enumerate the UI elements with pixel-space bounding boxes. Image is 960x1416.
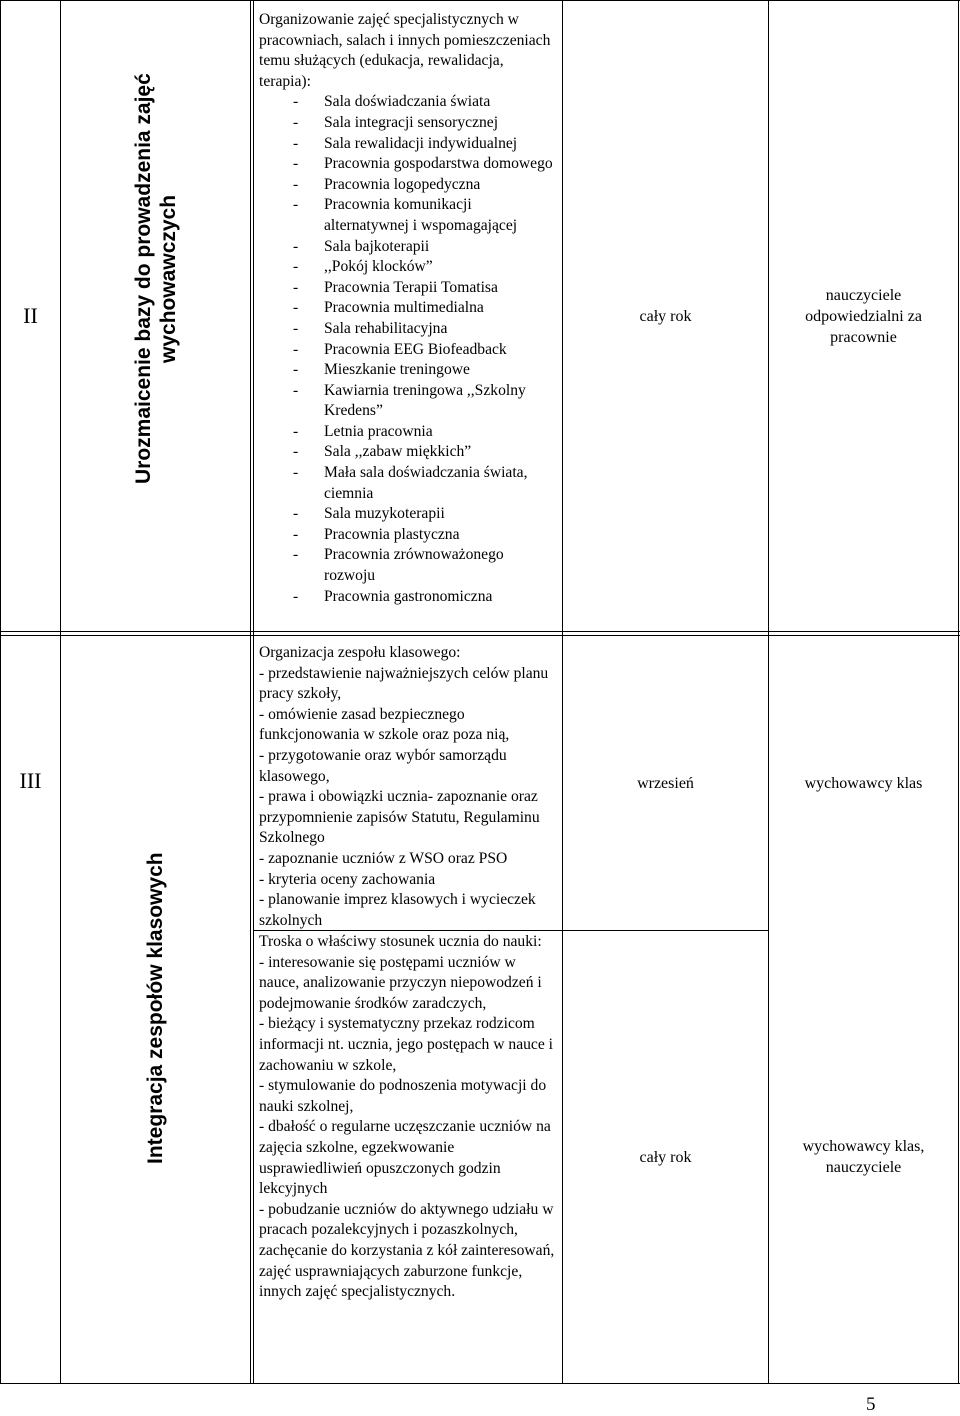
list-item: - Pracownia EEG Biofeadback bbox=[259, 340, 558, 361]
term-cell: wrzesień bbox=[637, 774, 694, 792]
list-item: - Sala bajkoterapii bbox=[259, 237, 558, 258]
list-item: - Pracownia logopedyczna bbox=[259, 175, 558, 196]
area-label: Integracja zespołów klasowych bbox=[144, 852, 167, 1164]
row-number: III bbox=[19, 768, 42, 793]
subtask-text: Organizacja zespołu klasowego: - przedstawienie najważniejszych celów planu pracy szkoły, - omówienie zasad bezpiecznego funkcjonowania w szkole oraz poza nią, - przygotowanie oraz wybór samorządu klasowego, - prawa i obowiązki ucznia- zapoznanie oraz przypomnienie zapisów Statutu, Regulaminu Szkolnego - zapoznanie uczniów z WSO oraz PSO - kryteria oceny zachowania - planowanie imprez klasowych i wycieczek szkolnych bbox=[259, 644, 549, 929]
list-item: - Pracownia multimedialna bbox=[259, 298, 558, 319]
task-cell bbox=[254, 6, 562, 631]
list-item: - Pracownia plastyczna bbox=[259, 525, 558, 546]
responsible-cell: nauczyciele odpowiedzialni za pracownie bbox=[805, 286, 922, 346]
area-cell bbox=[61, 1, 250, 631]
responsible-cell: wychowawcy klas bbox=[804, 774, 923, 792]
task-list bbox=[259, 92, 558, 607]
list-item: - Pracownia gospodarstwa domowego bbox=[259, 154, 558, 175]
term-cell: cały rok bbox=[639, 307, 692, 325]
responsible-cell: wychowawcy klas, nauczyciele bbox=[802, 1138, 925, 1176]
list-item: - Sala muzykoterapii bbox=[259, 504, 558, 525]
page-number: 5 bbox=[866, 1394, 876, 1415]
list-item: - Pracownia komunikacji alternatywnej i wspomagającej bbox=[259, 195, 558, 236]
area-label: Urozmaicenie bazy do prowadzenia zajęć wychowawczych bbox=[131, 73, 180, 485]
list-item: - ,,Pokój klocków” bbox=[259, 257, 558, 278]
list-item: - Kawiarnia treningowa ,,Szkolny Kredens” bbox=[259, 381, 558, 422]
col-line bbox=[250, 0, 251, 1384]
list-item: - Pracownia gastronomiczna bbox=[259, 587, 558, 608]
list-item: - Sala integracji sensorycznej bbox=[259, 113, 558, 134]
list-item: - Mała sala doświadczania świata, ciemnia bbox=[259, 463, 558, 504]
term-cell: cały rok bbox=[639, 1148, 692, 1166]
list-item: - Sala doświadczania świata bbox=[259, 92, 558, 113]
row-number: II bbox=[23, 303, 38, 328]
table-border-bottom bbox=[0, 1383, 960, 1384]
list-item: - Sala rewalidacji indywidualnej bbox=[259, 134, 558, 155]
list-item: - Pracownia zrównoważonego rozwoju bbox=[259, 545, 558, 586]
row-divider bbox=[0, 631, 960, 632]
list-item: - Mieszkanie treningowe bbox=[259, 360, 558, 381]
subtask-text: Troska o właściwy stosunek ucznia do nauki: - interesowanie się postępami uczniów w nauce, analizowanie przyczyn niepowodzeń i podejmowanie środków zaradczych, - bieżący i systematyczny przekaz rodzicom informacji nt. ucznia, jego postępach w nauce i zachowaniu w szkole, - stymulowanie do podnoszenia motywacji do nauki szkolnej, - dbałość o regularne uczęszczanie uczniów na zajęcia szkolne, egzekwowanie usprawiedliwień opuszczonych godzin lekcyjnych - pobudzanie uczniów do aktywnego udziału w pracach pozalekcyjnych i pozaszkolnych, zachęcanie do korzystania z kół zainteresowań, zajęć usprawniających zaburzone funkcje, innych zajęć specjalistycznych. bbox=[259, 933, 555, 1301]
list-item: - Sala rehabilitacyjna bbox=[259, 319, 558, 340]
col-line bbox=[958, 0, 959, 1384]
list-item: - Pracownia Terapii Tomatisa bbox=[259, 278, 558, 299]
area-cell bbox=[61, 636, 250, 1383]
list-item: - Letnia pracownia bbox=[259, 422, 558, 443]
task-intro: Organizowanie zajęć specjalistycznych w pracowniach, salach i innych pomieszczeniach temu służących (edukacja, rewalidacja, terapia): bbox=[259, 11, 551, 90]
list-item: - Sala ,,zabaw miękkich” bbox=[259, 442, 558, 463]
